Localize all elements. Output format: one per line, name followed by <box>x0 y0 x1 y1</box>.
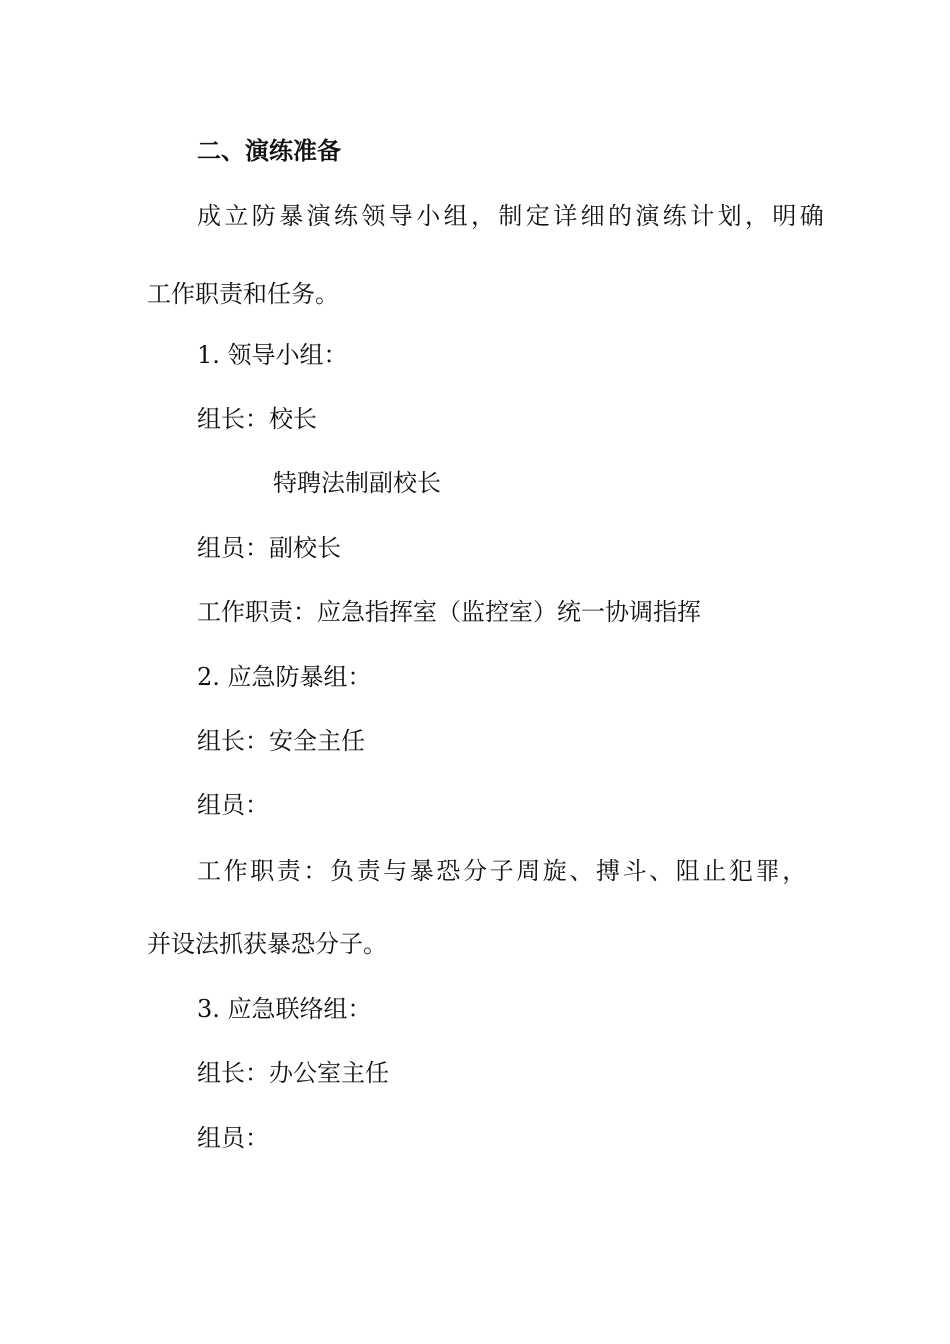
riot-group-title: 2. 应急防暴组： <box>197 663 372 691</box>
intro-paragraph-line-1: 成立防暴演练领导小组，制定详细的演练计划，明确 <box>197 202 828 230</box>
riot-group-duty-line-1: 工作职责：负责与暴恐分子周旋、搏斗、阻止犯罪， <box>197 857 809 885</box>
riot-group-members: 组员： <box>197 791 269 819</box>
leadership-group-leader: 组长：校长 <box>197 405 317 433</box>
leadership-group-duty: 工作职责：应急指挥室（监控室）统一协调指挥 <box>197 598 701 626</box>
leadership-group-leader-2: 特聘法制副校长 <box>273 469 441 497</box>
section-heading: 二、演练准备 <box>197 137 341 165</box>
riot-group-duty-line-2: 并设法抓获暴恐分子。 <box>147 930 387 958</box>
liaison-group-title: 3. 应急联络组： <box>197 995 372 1023</box>
intro-paragraph-line-2: 工作职责和任务。 <box>147 280 339 308</box>
riot-group-leader: 组长：安全主任 <box>197 727 365 755</box>
liaison-group-members: 组员： <box>197 1124 269 1152</box>
liaison-group-leader: 组长：办公室主任 <box>197 1059 389 1087</box>
leadership-group-members: 组员：副校长 <box>197 534 341 562</box>
leadership-group-title: 1. 领导小组： <box>197 341 348 369</box>
